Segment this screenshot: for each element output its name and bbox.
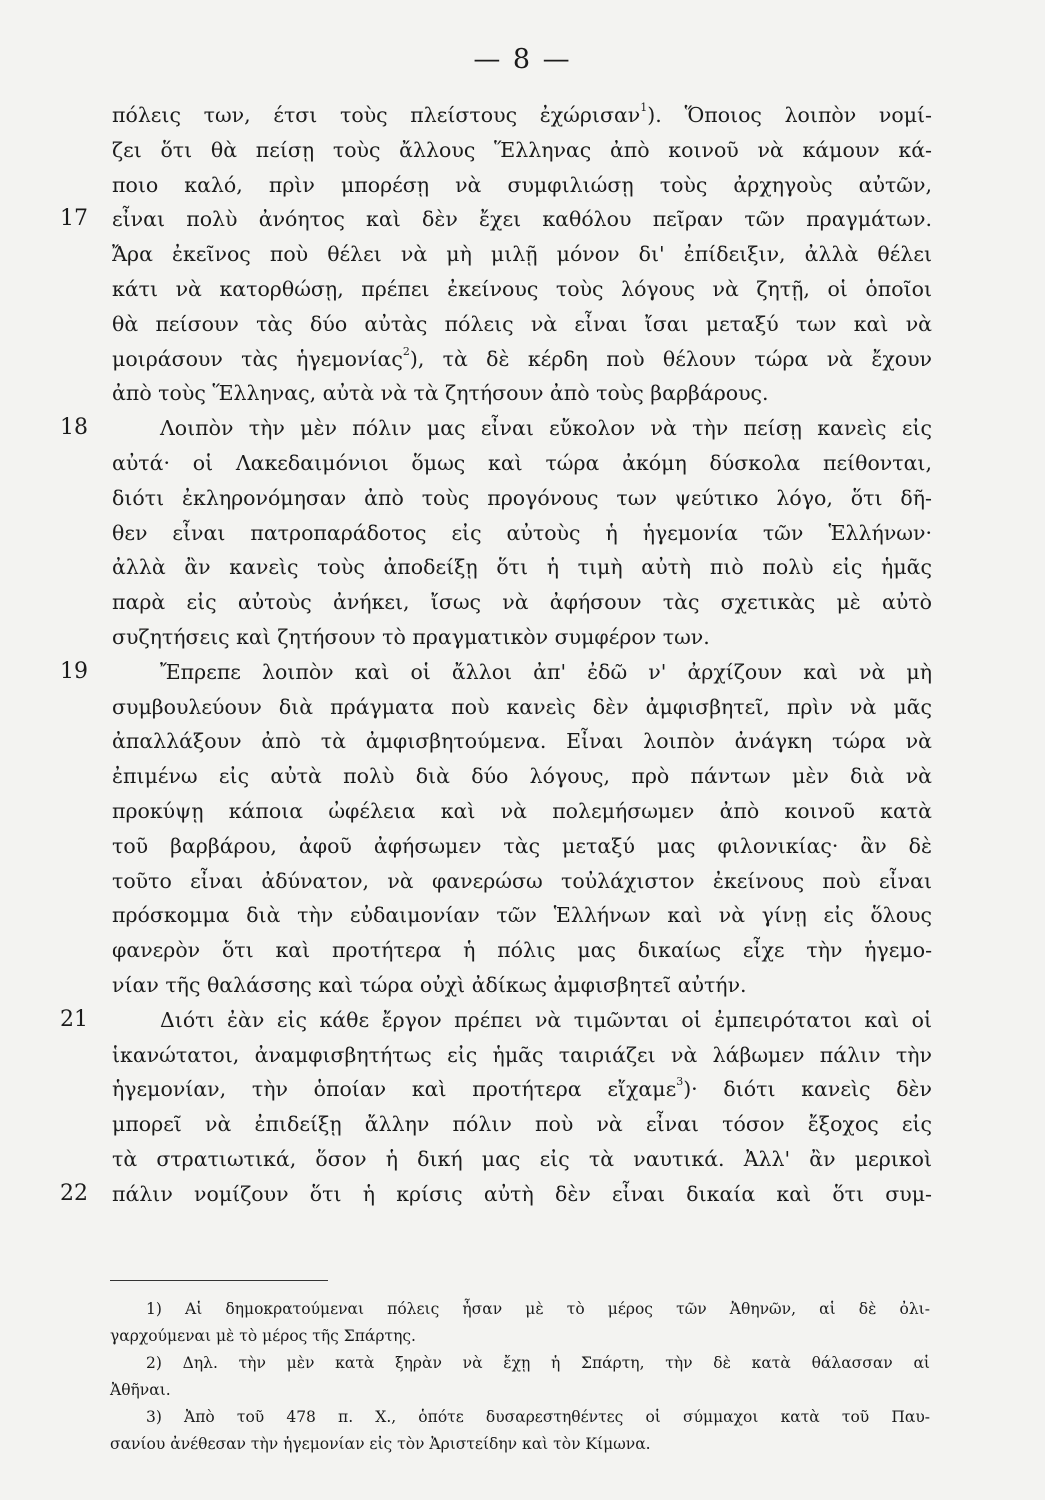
line-text-continued: ), τὰ δὲ κέρδη ποὺ θέλουν τώρα νὰ ἔχουν bbox=[409, 346, 933, 371]
line-text: πρόσκομμα διὰ τὴν εὐδαιμονίαν τῶν Ἑλλήνων καὶ νὰ γίνῃ εἰς ὅλους bbox=[112, 903, 932, 928]
line-text: μπορεῖ νὰ ἐπιδείξῃ ἄλλην πόλιν ποὺ νὰ εἶναι τόσον ἔξοχος εἰς bbox=[112, 1112, 932, 1137]
text-line bbox=[112, 864, 932, 899]
text-line bbox=[112, 376, 932, 411]
body-text bbox=[60, 98, 933, 1212]
footnote-ref: 2 bbox=[402, 344, 410, 358]
text-line bbox=[112, 133, 932, 168]
line-text: εἶναι πολὺ ἀνόητος καὶ δὲν ἔχει καθόλου πεῖραν τῶν πραγμάτων. bbox=[112, 207, 932, 232]
page-number: — 8 — bbox=[473, 44, 572, 75]
line-text: Ἔπρεπε λοιπὸν καὶ οἱ ἄλλοι ἀπ' ἐδῶ ν' ἀρχίζουν καὶ νὰ μὴ bbox=[160, 659, 932, 684]
line-text: θὰ πείσουν τὰς δύο αὐτὰς πόλεις νὰ εἶναι ἴσαι μεταξύ των καὶ νὰ bbox=[112, 311, 932, 336]
line-text: ζει ὅτι θὰ πείσῃ τοὺς ἄλλους Ἕλληνας ἀπὸ κοινοῦ νὰ κάμουν κά- bbox=[112, 137, 932, 162]
line-text: νίαν τῆς θαλάσσης καὶ τώρα οὐχὶ ἀδίκως ἀμφισβητεῖ αὐτήν. bbox=[112, 972, 747, 997]
line-text: παρὰ εἰς αὐτοὺς ἀνήκει, ἴσως νὰ ἀφήσουν τὰς σχετικὰς μὲ αὐτὸ bbox=[112, 590, 932, 615]
line-text: Λοιπὸν τὴν μὲν πόλιν μας εἶναι εὔκολον νὰ τὴν πείσῃ κανεὶς εἰς bbox=[160, 416, 932, 441]
text-line bbox=[112, 794, 932, 829]
footnote-rule bbox=[110, 1280, 328, 1281]
footnote-line: 1) Αἱ δημοκρατούμεναι πόλεις ἦσαν μὲ τὸ μέρος τῶν Ἀθηνῶν, αἱ δὲ ὀλι- bbox=[146, 1300, 930, 1318]
line-text: συμβουλεύουν διὰ πράγματα ποὺ κανεὶς δὲν ἀμφισβητεῖ, πρὶν νὰ μᾶς bbox=[112, 694, 932, 719]
text-line bbox=[112, 1142, 932, 1177]
section-number: 21 bbox=[60, 1006, 88, 1032]
text-line bbox=[112, 829, 932, 864]
text-line bbox=[112, 620, 932, 655]
text-line bbox=[112, 759, 932, 794]
line-text: θεν εἶναι πατροπαράδοτος εἰς αὐτοὺς ἡ ἡγεμονία τῶν Ἑλλήνων· bbox=[112, 520, 932, 545]
section-number: 17 bbox=[60, 206, 88, 232]
line-text: τοῦτο εἶναι ἀδύνατον, νὰ φανερώσω τοὐλάχιστον ἐκείνους ποὺ εἶναι bbox=[112, 868, 932, 893]
line-text: πάλιν νομίζουν ὅτι ἡ κρίσις αὐτὴ δὲν εἶναι δικαία καὶ ὅτι συμ- bbox=[112, 1181, 932, 1206]
text-line bbox=[60, 655, 932, 690]
footnote-line: 2) Δηλ. τὴν μὲν κατὰ ξηρὰν νὰ ἔχῃ ἡ Σπάρτη, τὴν δὲ κατὰ θάλασσαν αἱ bbox=[146, 1354, 930, 1372]
footnote-line: γαρχούμεναι μὲ τὸ μέρος τῆς Σπάρτης. bbox=[110, 1327, 416, 1345]
footnote-ref: 3 bbox=[676, 1075, 684, 1089]
text-line bbox=[112, 1072, 932, 1107]
line-text: κάτι νὰ κατορθώσῃ, πρέπει ἐκείνους τοὺς λόγους νὰ ζητῇ, οἱ ὁποῖοι bbox=[112, 276, 932, 301]
line-text: ἐπιμένω εἰς αὐτὰ πολὺ διὰ δύο λόγους, πρὸ πάντων μὲν διὰ νὰ bbox=[112, 764, 932, 789]
text-line bbox=[112, 272, 932, 307]
line-text: Ἄρα ἐκεῖνος ποὺ θέλει νὰ μὴ μιλῇ μόνον δι' ἐπίδειξιν, ἀλλὰ θέλει bbox=[112, 242, 932, 267]
line-text: τὰ στρατιωτικά, ὅσον ἡ δική μας εἰς τὰ ναυτικά. Ἀλλ' ἂν μερικοὶ bbox=[112, 1146, 932, 1171]
line-text: ἀλλὰ ἂν κανεὶς τοὺς ἀποδείξῃ ὅτι ἡ τιμὴ αὐτὴ πιὸ πολὺ εἰς ἡμᾶς bbox=[112, 555, 932, 580]
text-line bbox=[60, 202, 932, 237]
text-line bbox=[60, 411, 932, 446]
footnote-ref: 1 bbox=[640, 101, 648, 115]
text-line bbox=[112, 898, 932, 933]
line-text: τοῦ βαρβάρου, ἀφοῦ ἀφήσωμεν τὰς μεταξύ μας φιλονικίας· ἂν δὲ bbox=[112, 833, 932, 858]
line-text: πόλεις των, έτσι τοὺς πλείστους ἐχώρισαν bbox=[112, 103, 641, 127]
text-line bbox=[112, 550, 932, 585]
line-text: ἱκανώτατοι, ἀναμφισβητήτως εἰς ἡμᾶς ταιριάζει νὰ λάβωμεν πάλιν τὴν bbox=[112, 1042, 932, 1067]
line-text-continued: )· διότι κανεὶς δὲν bbox=[683, 1077, 932, 1102]
text-line bbox=[112, 690, 932, 725]
text-line bbox=[112, 446, 932, 481]
line-text: Διότι ἐὰν εἰς κάθε ἔργον πρέπει νὰ τιμῶνται οἱ ἐμπειρότατοι καὶ οἱ bbox=[160, 1007, 932, 1032]
footnote-line: σανίου ἀνέθεσαν τὴν ἡγεμονίαν εἰς τὸν Ἀριστείδην καὶ τὸν Κίμωνα. bbox=[110, 1435, 651, 1453]
text-line bbox=[60, 1177, 932, 1212]
line-text: συζητήσεις καὶ ζητήσουν τὸ πραγματικὸν συμφέρον των. bbox=[112, 624, 710, 649]
text-line bbox=[112, 968, 932, 1003]
line-text-continued: ). Ὅποιος λοιπὸν νομί- bbox=[647, 103, 932, 127]
footnote-line: Ἀθῆναι. bbox=[110, 1381, 171, 1399]
text-line bbox=[112, 516, 932, 551]
text-line bbox=[60, 1003, 932, 1038]
text-line bbox=[112, 1107, 932, 1142]
text-line bbox=[112, 585, 932, 620]
line-text: διότι ἐκληρονόμησαν ἀπὸ τοὺς προγόνους των ψεύτικο λόγο, ὅτι δῆ- bbox=[112, 485, 932, 510]
text-line bbox=[112, 1038, 932, 1073]
line-text: ποιο καλό, πρὶν μπορέσῃ νὰ συμφιλιώσῃ τοὺς ἀρχηγοὺς αὐτῶν, bbox=[112, 172, 932, 197]
line-text: μοιράσουν τὰς ἡγεμονίας bbox=[112, 346, 403, 371]
line-text: αὐτά· οἱ Λακεδαιμόνιοι ὅμως καὶ τώρα ἀκόμη δύσκολα πείθονται, bbox=[112, 450, 932, 475]
footnote-line: 3) Ἀπὸ τοῦ 478 π. Χ., ὁπότε δυσαρεστηθέντες οἱ σύμμαχοι κατὰ τοῦ Παυ- bbox=[146, 1408, 930, 1426]
text-line bbox=[112, 168, 932, 203]
text-line bbox=[112, 307, 932, 342]
text-line bbox=[112, 724, 932, 759]
line-text: ἀπὸ τοὺς Ἕλληνας, αὐτὰ νὰ τὰ ζητήσουν ἀπὸ τοὺς βαρβάρους. bbox=[112, 381, 769, 406]
section-number: 19 bbox=[60, 658, 88, 684]
text-line bbox=[112, 342, 932, 377]
text-line bbox=[112, 237, 932, 272]
text-line bbox=[112, 98, 932, 133]
text-line bbox=[112, 481, 932, 516]
line-text: ἡγεμονίαν, τὴν ὁποίαν καὶ προτήτερα εἴχαμε bbox=[112, 1077, 677, 1102]
section-number: 18 bbox=[60, 415, 88, 441]
footnotes bbox=[110, 1296, 930, 1458]
line-text: προκύψῃ κάποια ὠφέλεια καὶ νὰ πολεμήσωμεν ἀπὸ κοινοῦ κατὰ bbox=[112, 798, 932, 823]
section-number: 22 bbox=[60, 1180, 88, 1206]
line-text: φανερὸν ὅτι καὶ προτήτερα ἡ πόλις μας δικαίως εἶχε τὴν ἡγεμο- bbox=[112, 938, 932, 963]
text-line bbox=[112, 933, 932, 968]
line-text: ἀπαλλάξουν ἀπὸ τὰ ἀμφισβητούμενα. Εἶναι λοιπὸν ἀνάγκη τώρα νὰ bbox=[112, 729, 932, 754]
